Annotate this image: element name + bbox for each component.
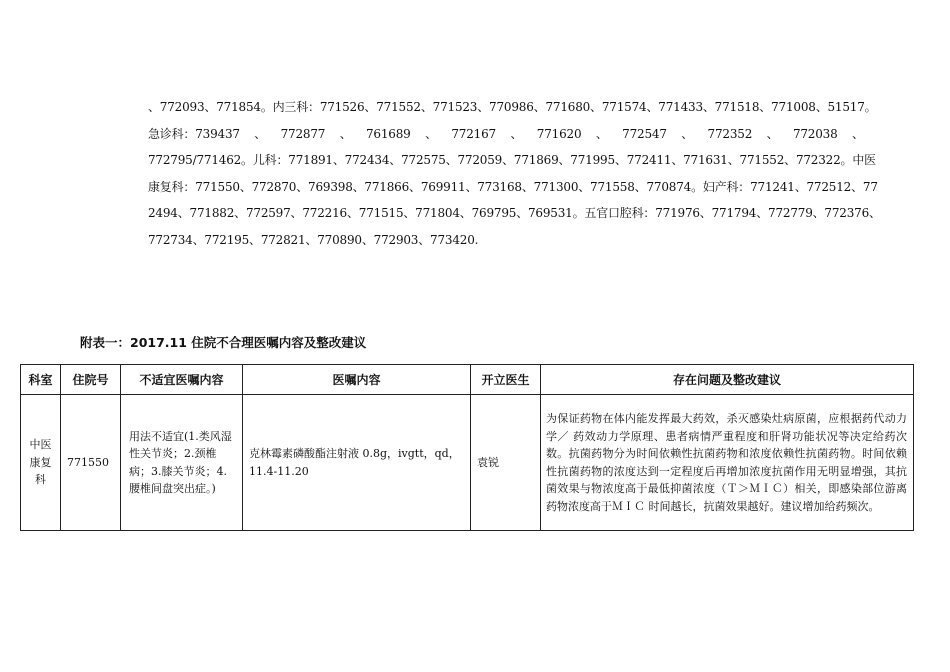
header-doctor: 开立医生 <box>471 365 541 395</box>
cell-inappropriate: 用法不适宜(1.类风湿性关节炎；2.颈椎病；3.膝关节炎；4.腰椎间盘突出症。) <box>121 395 243 531</box>
table-header-row <box>21 365 914 395</box>
table-title: 附表一：2017.11 住院不合理医嘱内容及整改建议 <box>80 335 367 350</box>
paragraph-line: 、772093、771854。内三科：771526、771552、771523、770986、771680、771574、771433、771518、771008、51517。 <box>148 100 877 114</box>
cell-order: 克林霉素磷酸酯注射液 0.8g，ivgtt，qd，11.4-11.20 <box>243 395 471 531</box>
cell-dept: 中医康复科 <box>21 395 61 531</box>
paragraph-line: 772795/771462。儿科：771891、772434、772575、772059、771869、771995、772411、771631、771552、772322。中医 <box>148 153 876 168</box>
header-inappropriate: 不适宜医嘱内容 <box>121 365 243 395</box>
header-admission-no: 住院号 <box>61 365 121 395</box>
cell-doctor: 袁锐 <box>471 395 541 531</box>
cell-advice: 为保证药物在体内能发挥最大药效，杀灭感染灶病原菌，应根据药代动力学／ 药效动力学原理、患者病情严重程度和肝肾功能状况等决定给药次数。抗菌药物分为时间依赖性抗菌药物和浓度依赖性抗菌药物。时间依赖性抗菌药物的浓度达到一定程度后再增加浓度抗菌作用无明显增强，其抗菌效果与物浓度高于最低抑菌浓度（Ｔ＞ＭＩＣ）相关，即感染部位游离药物浓度高于ＭＩＣ 时间越长，抗菌效果越好。建议增加给药频次。 <box>541 395 914 531</box>
emergency-dept-line: 急诊科：739437 、 772877 、 761689 、 772167 、 771620 、 772547 、 772352 、 772038 、 <box>148 126 864 141</box>
paragraph-line: 2494、771882、772597、772216、771515、771804、769795、769531。五官口腔科：771976、771794、772779、772376、 <box>148 206 881 221</box>
admission-numbers-paragraph <box>148 94 881 254</box>
header-advice: 存在问题及整改建议 <box>541 365 914 395</box>
paragraph-line: 康复科：771550、772870、769398、771866、769911、773168、771300、771558、770874。妇产科：771241、772512、77 <box>148 179 878 194</box>
inappropriate-orders-table <box>20 364 914 531</box>
header-dept: 科室 <box>21 365 61 395</box>
table-row <box>21 395 914 531</box>
paragraph-line: 772734、772195、772821、770890、772903、773420. <box>148 232 479 247</box>
header-order: 医嘱内容 <box>243 365 471 395</box>
cell-admission-no: 771550 <box>61 395 121 531</box>
